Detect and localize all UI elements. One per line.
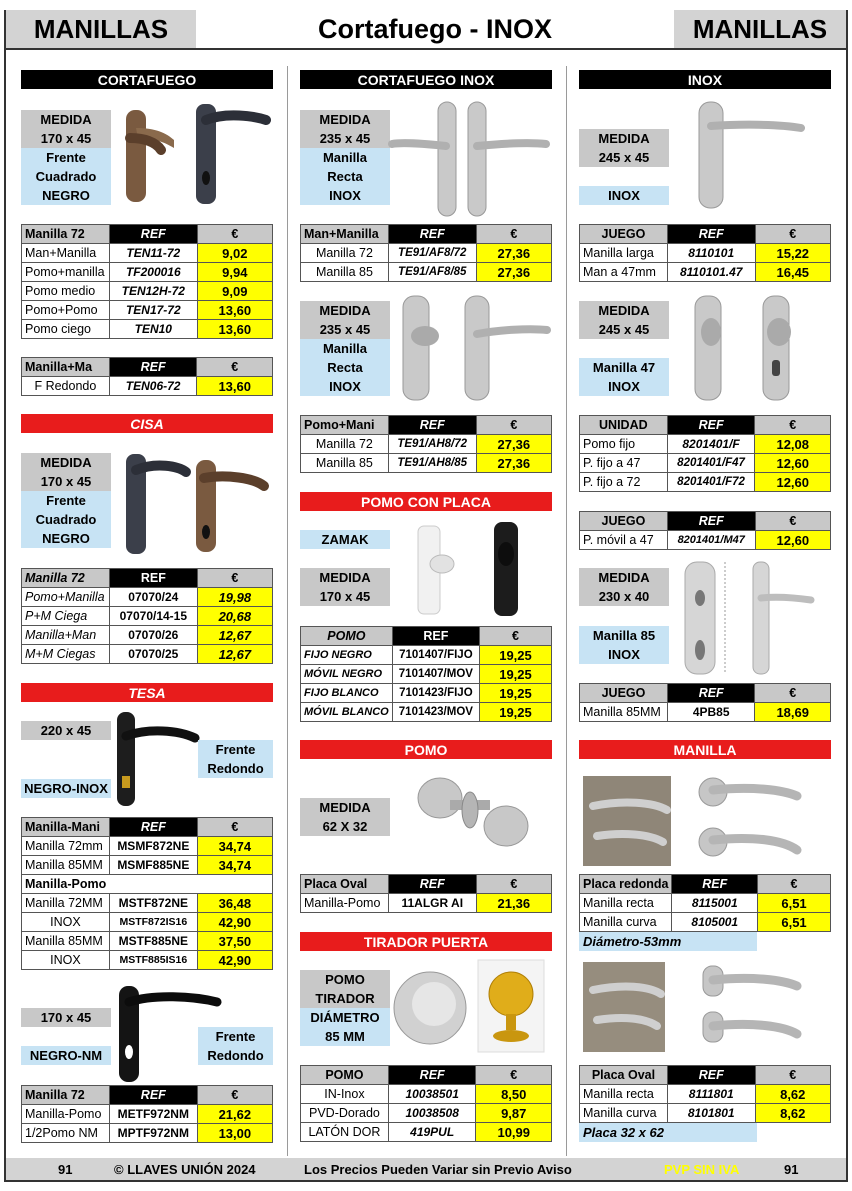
- description-label: Frente Cuadrado NEGRO: [21, 148, 111, 205]
- table-row: P. móvil a 47 8201401/M47 12,60: [580, 531, 831, 550]
- section-title-cisa: CISA: [21, 414, 273, 433]
- page-footer: [6, 1158, 846, 1180]
- section-title-pomo: POMO: [300, 740, 552, 759]
- pomo-manilla-inox-image: [395, 292, 552, 404]
- table-row: Manilla 72mm MSMF872NE 34,74: [22, 837, 273, 856]
- column-divider: [566, 66, 567, 1156]
- placa-note: Placa 32 x 62: [579, 1123, 757, 1142]
- pvp-label: PVP SIN IVA: [664, 1162, 740, 1177]
- table-row: Manilla recta 8115001 6,51: [580, 894, 831, 913]
- material-label: ZAMAK: [300, 530, 390, 549]
- table-row: Pomo+Pomo TEN17-72 13,60: [22, 301, 273, 320]
- medida-label: MEDIDA 62 X 32: [300, 798, 390, 836]
- table-row: Manilla 85 TE91/AH8/85 27,36: [301, 454, 552, 473]
- price-table: Manilla 72 REF € Man+Manilla TEN11-72 9,02 Pomo+manilla TF200016 9,94 Pomo medio TEN12H-72 9,09 Pomo+Pomo TEN17-72 13,60 Pomo ciego TEN10 13,60: [21, 224, 273, 339]
- price-table: Pomo+Mani REF € Manilla 72 TE91/AH8/72 27,36 Manilla 85 TE91/AH8/85 27,36: [300, 415, 552, 473]
- medida-label: MEDIDA 170 x 45: [21, 110, 111, 148]
- price-table: JUEGO REF € Manilla larga 8110101 15,22 Man a 47mm 8110101.47 16,45: [579, 224, 831, 282]
- price-table: JUEGO REF € Manilla 85MM 4PB85 18,69: [579, 683, 831, 722]
- table-row: F Redondo TEN06-72 13,60: [22, 377, 273, 396]
- price-table: POMO REF € FIJO NEGRO 7101407/FIJO 19,25 MÓVIL NEGRO 7101407/MOV 19,25 FIJO BLANCO 7101423/FIJO 19,25 MÓVIL BLANCO 7101423/MOV 19,25: [300, 626, 552, 722]
- table-row: P. fijo a 47 8201401/F47 12,60: [580, 454, 831, 473]
- table-row: Man+Manilla TEN11-72 9,02: [22, 244, 273, 263]
- size-label: 220 x 45: [21, 721, 111, 740]
- color-label: NEGRO-INOX: [21, 779, 111, 798]
- inox-pomo-image: [689, 292, 819, 404]
- table-row: Manilla curva 8105001 6,51: [580, 913, 831, 932]
- medida-label: MEDIDA 235 x 45: [300, 301, 390, 339]
- manilla-oval-image: [583, 962, 825, 1058]
- table-row: Pomo+Manilla 07070/24 19,98: [22, 588, 273, 607]
- section-title-cortafuego-inox: CORTAFUEGO INOX: [300, 70, 552, 89]
- page-number-right: 91: [784, 1162, 799, 1177]
- medida-label: MEDIDA 245 x 45: [579, 129, 669, 167]
- inox-manilla85-image: [679, 558, 819, 678]
- table-row: Manilla 85MM MSMF885NE 34,74: [22, 856, 273, 875]
- tirador-label: POMO TIRADOR: [300, 970, 390, 1008]
- price-table: Manilla+Ma REF € F Redondo TEN06-72 13,60: [21, 357, 273, 396]
- medida-label: MEDIDA 235 x 45: [300, 110, 390, 148]
- price-table: UNIDAD REF € Pomo fijo 8201401/F 12,08 P. fijo a 47 8201401/F47 12,60 P. fijo a 72 8201401/F72 12,60: [579, 415, 831, 492]
- table-row: INOX MSTF885IS16 42,90: [22, 951, 273, 970]
- price-table: Placa redonda REF € Manilla recta 8115001 6,51 Manilla curva 8105001 6,51: [579, 874, 831, 932]
- price-table: Manilla 72 REF € Pomo+Manilla 07070/24 19,98 P+M Ciega 07070/14-15 20,68 Manilla+Man 07070/26 12,67 M+M Ciegas 07070/25 12,67: [21, 568, 273, 664]
- description-label: Frente Redondo: [198, 740, 273, 778]
- table-row: IN-Inox 10038501 8,50: [301, 1085, 552, 1104]
- table-row: P. fijo a 72 8201401/F72 12,60: [580, 473, 831, 492]
- section-title-tirador: TIRADOR PUERTA: [300, 932, 552, 951]
- table-row: Man a 47mm 8110101.47 16,45: [580, 263, 831, 282]
- table-row: Manilla 72 TE91/AF8/72 27,36: [301, 244, 552, 263]
- medida-label: MEDIDA 170 x 45: [300, 568, 390, 606]
- table-row: Manilla 72MM MSTF872NE 36,48: [22, 894, 273, 913]
- table-row: Pomo medio TEN12H-72 9,09: [22, 282, 273, 301]
- table-row: Manilla larga 8110101 15,22: [580, 244, 831, 263]
- table-row: Manilla 85 TE91/AF8/85 27,36: [301, 263, 552, 282]
- price-table: Man+Manilla REF € Manilla 72 TE91/AF8/72 27,36 Manilla 85 TE91/AF8/85 27,36: [300, 224, 552, 282]
- table-row: Pomo+manilla TF200016 9,94: [22, 263, 273, 282]
- inox-handle-image: [689, 98, 809, 212]
- table-row: Manilla+Man 07070/26 12,67: [22, 626, 273, 645]
- table-row: Manilla 85MM MSTF885NE 37,50: [22, 932, 273, 951]
- pomo-knob-image: [410, 770, 535, 860]
- medida-label: MEDIDA 170 x 45: [21, 453, 111, 491]
- price-table: Placa Oval REF € Manilla-Pomo 11ALGR AI 21,36: [300, 874, 552, 913]
- description-label: Manilla 85 INOX: [579, 626, 669, 664]
- table-row: Pomo ciego TEN10 13,60: [22, 320, 273, 339]
- table-row: INOX MSTF872IS16 42,90: [22, 913, 273, 932]
- table-row: Manilla-Pomo 11ALGR AI 21,36: [301, 894, 552, 913]
- table-row: Manilla recta 8111801 8,62: [580, 1085, 831, 1104]
- description-label: Frente Cuadrado NEGRO: [21, 491, 111, 548]
- material-label: INOX: [579, 186, 669, 205]
- table-row: Manilla 85MM 4PB85 18,69: [580, 703, 831, 722]
- cisa-handle-image: [116, 448, 271, 560]
- description-label: Manilla Recta INOX: [300, 339, 390, 396]
- tesa-handle-image: [113, 708, 203, 810]
- table-row: Manilla 72 TE91/AH8/72 27,36: [301, 435, 552, 454]
- table-row: Manilla curva 8101801 8,62: [580, 1104, 831, 1123]
- tirador-knob-image: [392, 956, 552, 1056]
- diameter-note: Diámetro-53mm: [579, 932, 757, 951]
- page-header: [6, 10, 846, 50]
- medida-label: MEDIDA 245 x 45: [579, 301, 669, 339]
- medida-label: MEDIDA 230 x 40: [579, 568, 669, 606]
- section-title-pomo-placa: POMO CON PLACA: [300, 492, 552, 511]
- table-row: 1/2Pomo NM MPTF972NM 13,00: [22, 1124, 273, 1143]
- table-row: Manilla-Pomo METF972NM 21,62: [22, 1105, 273, 1124]
- price-table: Manilla-Mani REF € Manilla 72mm MSMF872NE 34,74 Manilla 85MM MSMF885NE 34,74 Manilla-Pomo Manilla 72MM MSTF872NE 36,48 INOX MSTF872IS16 42,90 Manilla 85MM MSTF885NE 37,50 INOX MSTF885IS16 42,90: [21, 817, 273, 970]
- table-row: M+M Ciegas 07070/25 12,67: [22, 645, 273, 664]
- section-title-tesa: TESA: [21, 683, 273, 702]
- description-label: Manilla Recta INOX: [300, 148, 390, 205]
- cortafuego-inox-handle-image: [388, 98, 552, 220]
- pomo-placa-image: [410, 518, 540, 618]
- manilla-round-image: [583, 776, 825, 872]
- price-table: JUEGO REF € P. móvil a 47 8201401/M47 12,60: [579, 511, 831, 550]
- price-notice: Los Precios Pueden Variar sin Previo Aviso: [304, 1162, 572, 1177]
- section-title-manilla: MANILLA: [579, 740, 831, 759]
- section-title-cortafuego: CORTAFUEGO: [21, 70, 273, 89]
- size-label: 170 x 45: [21, 1008, 111, 1027]
- table-row: LATÓN DOR 419PUL 10,99: [301, 1123, 552, 1142]
- price-table: Placa Oval REF € Manilla recta 8111801 8,62 Manilla curva 8101801 8,62: [579, 1065, 831, 1123]
- header-title: Cortafuego - INOX: [196, 10, 674, 48]
- table-row: P+M Ciega 07070/14-15 20,68: [22, 607, 273, 626]
- description-label: DIÁMETRO 85 MM: [300, 1008, 390, 1046]
- color-label: NEGRO-NM: [21, 1046, 111, 1065]
- page-number-left: 91: [58, 1162, 73, 1177]
- column-divider: [287, 66, 288, 1156]
- description-label: Manilla 47 INOX: [579, 358, 669, 396]
- cortafuego-handle-image: [116, 98, 271, 210]
- price-table: Manilla 72 REF € Manilla-Pomo METF972NM 21,62 1/2Pomo NM MPTF972NM 13,00: [21, 1085, 273, 1143]
- section-title-inox: INOX: [579, 70, 831, 89]
- table-row: MÓVIL NEGRO 7101407/MOV 19,25: [301, 665, 552, 684]
- table-row: PVD-Dorado 10038508 9,87: [301, 1104, 552, 1123]
- table-row: Pomo fijo 8201401/F 12,08: [580, 435, 831, 454]
- table-row: MÓVIL BLANCO 7101423/MOV 19,25: [301, 703, 552, 722]
- header-left: MANILLAS: [6, 10, 196, 48]
- price-table: POMO REF € IN-Inox 10038501 8,50 PVD-Dorado 10038508 9,87 LATÓN DOR 419PUL 10,99: [300, 1065, 552, 1142]
- description-label: Frente Redondo: [198, 1027, 273, 1065]
- header-right: MANILLAS: [674, 10, 846, 48]
- table-row: FIJO BLANCO 7101423/FIJO 19,25: [301, 684, 552, 703]
- copyright: © LLAVES UNIÓN 2024: [114, 1162, 256, 1177]
- table-row: FIJO NEGRO 7101407/FIJO 19,25: [301, 646, 552, 665]
